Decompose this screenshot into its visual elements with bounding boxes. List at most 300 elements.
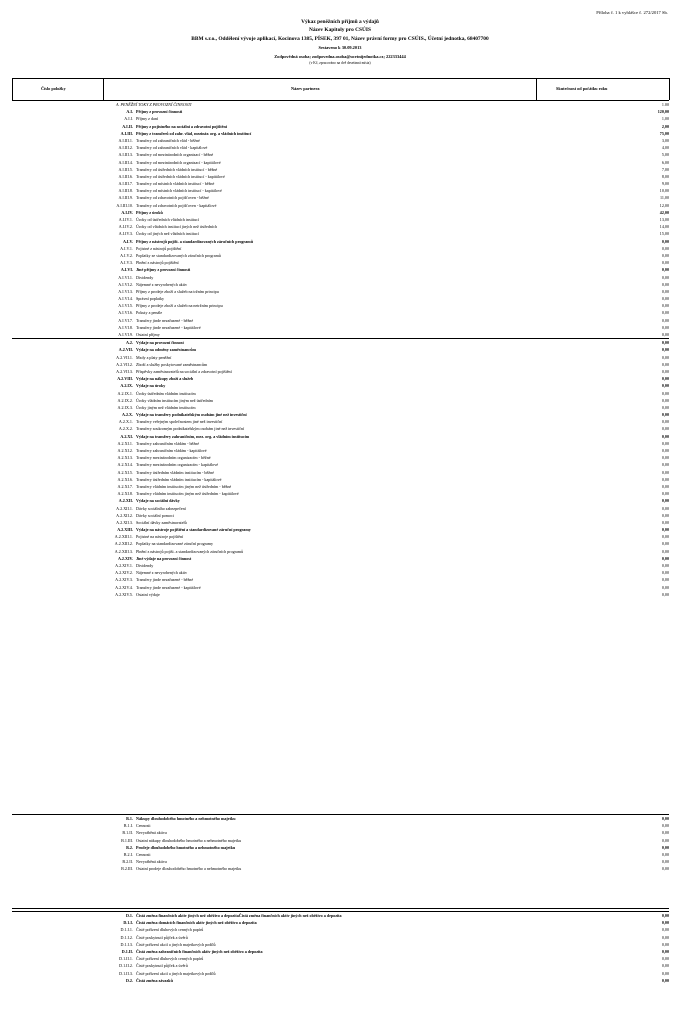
table-row [12, 519, 669, 526]
row-code: D.1.II. [121, 948, 133, 954]
row-value: 0,00 [661, 433, 669, 439]
row-value: 2,00 [661, 123, 669, 129]
row-name: Příjmy z nástrojů pojišt. a standardizovaných záručních programů [136, 238, 253, 244]
table-row [12, 505, 669, 512]
row-code: A.I.VI.4. [118, 296, 133, 302]
row-code: A.2.XII.2. [116, 512, 133, 518]
row-value: 5,00 [661, 152, 669, 158]
row-code: A.I.III.8. [118, 188, 133, 194]
row-name: Poplatky na standardizované záruční programy [136, 541, 214, 547]
row-name: Jiné příjmy z provozní činnosti [136, 267, 191, 273]
row-name: Příspěvky zaměstnavatelů na sociální a zdravotní pojištění [136, 368, 232, 374]
row-name: Příjmy z transferů od zahr. vlád, mezinár. org. a vládních institucí [136, 130, 252, 136]
row-name: Příjmy z úroků [136, 209, 163, 215]
row-name: Čisté poskytnutí půjček a úvěrů [136, 934, 188, 940]
row-value: 0,00 [661, 970, 669, 976]
table-row [12, 418, 669, 425]
row-name: Transfery ústředním vládním institucím - kapitálové [136, 476, 222, 482]
row-value: 0,00 [661, 941, 669, 947]
row-value: 14,00 [659, 224, 669, 230]
row-code: A.2.VII.3. [116, 368, 133, 374]
row-code: A.I.V. [122, 238, 133, 244]
table-row [12, 955, 669, 962]
table-row [12, 865, 669, 872]
row-value: 0,00 [661, 419, 669, 425]
row-code: A.I.III.5. [118, 166, 133, 172]
table-row [12, 390, 669, 397]
row-name: Úroky od vládních institucí jiných než ústředních [136, 224, 217, 230]
row-name: Čisté pořízení akcií a jiných majetkových podílů [136, 941, 216, 947]
table-row [12, 368, 669, 375]
row-name: Dávky sociálního zabezpečení [136, 505, 186, 511]
table-top-rule [12, 78, 669, 79]
row-name: Jiné výdaje na provozní činnost [136, 555, 192, 561]
table-header [12, 80, 669, 100]
table-row [12, 941, 669, 948]
operating-cash-flow-rows [12, 101, 669, 598]
report-date: Sestaveno k 30.09.2013 [318, 45, 362, 50]
row-code: A.I.I. [124, 116, 133, 122]
row-name: Příjmy z pojistného na sociální a zdravotní pojištění [136, 123, 227, 129]
row-code: D.1.II.1. [119, 956, 133, 962]
row-code: A.2.IX.3. [117, 404, 133, 410]
row-value: 0,00 [661, 310, 669, 316]
row-code: A.2.XIV.3. [115, 577, 133, 583]
row-value: 0,00 [661, 934, 669, 940]
row-name: Transfery od mezinárodních organizací - běžné [136, 152, 214, 158]
row-code: A.2.XIV.1. [115, 563, 133, 568]
table-row [12, 851, 669, 858]
row-name: Transfery veřejným společnostem jiné než investiční [136, 419, 223, 425]
row-name: Transfery vládním institucím jiným než ústředním - kapitálové [136, 491, 239, 497]
row-name: Prodeje dlouhodobého hmotného a nehmotného majetku [136, 844, 236, 850]
table-row [12, 970, 669, 977]
table-row [12, 497, 669, 504]
row-value: 0,00 [661, 859, 669, 865]
contact-line: Zodpovědná osoba; zodpovedna.osoba@ucetnijednotka.cz; 222333444 [274, 54, 406, 59]
row-code: A.I.V.3. [120, 260, 133, 266]
row-value: 0,00 [661, 303, 669, 309]
row-name: Mzdy a platy peněžní [136, 354, 172, 360]
row-code: A.I.III. [120, 130, 133, 136]
table-row [12, 173, 669, 180]
row-value: 0,00 [661, 368, 669, 374]
row-name: Čisté pořízení akcií a jiných majetkových podílů [136, 970, 216, 976]
row-value: 0,00 [661, 963, 669, 969]
row-value: 0,00 [661, 324, 669, 330]
row-code: A.2.XI.8. [117, 491, 133, 497]
row-value: 0,00 [661, 948, 669, 954]
table-row [12, 548, 669, 555]
long-term-assets-rows [12, 815, 669, 873]
table-row [12, 266, 669, 273]
table-row [12, 533, 669, 540]
row-value: 75,00 [659, 130, 669, 136]
row-name: Čisté pořízení dluhových cenných papírů [136, 927, 204, 933]
row-code: B.1. [126, 816, 133, 821]
row-code: D.1. [125, 913, 133, 918]
row-value: 0,00 [661, 956, 669, 962]
row-name: Zboží a služby poskytované zaměstnancům [136, 361, 208, 367]
row-value: 0,00 [661, 390, 669, 396]
row-name: Transfery od zdravotních pojišťoven - běžné [136, 195, 209, 201]
row-name: Ostatní prodeje dlouhodobého hmotného a nehmotného majetku [136, 866, 242, 872]
row-name: Cennosti [136, 851, 151, 857]
row-value: 0,00 [661, 555, 669, 561]
row-value: 3,00 [661, 137, 669, 143]
row-name: Plnění z nástrojů pojišt. a standardizovaných záručních programů [136, 548, 244, 554]
table-row [12, 216, 669, 223]
row-value: 0,00 [661, 823, 669, 829]
row-value: 4,00 [661, 145, 669, 151]
currency-note: (v Kč, zpracováno na dvě desetinná místa) [309, 61, 371, 65]
row-value: 0,00 [661, 512, 669, 518]
row-name: Nájemné z nevyrobených aktiv [136, 570, 188, 576]
attachment-note: Příloha č. 1 k vyhlášce č. 272/2017 Sb. [596, 10, 668, 15]
row-value: 0,00 [661, 541, 669, 547]
table-row [12, 858, 669, 865]
table-row [12, 584, 669, 591]
table-row [12, 194, 669, 201]
row-code: A.I.III.10. [116, 202, 133, 208]
row-code: A.I.II. [122, 123, 133, 129]
table-row [12, 180, 669, 187]
table-border-right [669, 78, 670, 100]
table-row [12, 302, 669, 309]
row-name: Úroky od ústředních vládních institucí [136, 217, 199, 222]
row-value: 0,00 [661, 927, 669, 933]
row-value: 0,00 [661, 866, 669, 872]
table-row [12, 115, 669, 122]
table-row [12, 288, 669, 295]
row-value: 0,00 [661, 426, 669, 432]
row-value: 0,00 [661, 505, 669, 511]
row-code: A.2.X.1. [118, 419, 133, 425]
row-value: 0,00 [661, 570, 669, 576]
table-row [12, 202, 669, 209]
row-name: Ostatní příjmy [136, 332, 160, 337]
row-name: Transfery od ústředních vládních institucí - kapitálové [136, 173, 225, 179]
table-row [12, 238, 669, 245]
row-value: 0,00 [661, 498, 669, 504]
row-name: Úroky jiným než vládním institucím [136, 404, 196, 410]
row-value: 120,00 [657, 109, 669, 115]
row-value: 12,00 [659, 202, 669, 208]
row-code: A.2.XII.3. [116, 519, 133, 525]
column-header-name: Název partnera [291, 86, 320, 91]
row-value: 0,00 [661, 476, 669, 482]
row-name: A. PENĚŽNÍ TOKY Z PROVOZNÍ ČINNOSTI [116, 102, 192, 107]
row-code: A.I.V.2. [120, 252, 133, 258]
row-name: Plnění z nástrojů pojištění [136, 260, 179, 266]
row-code: A.2. [125, 340, 133, 346]
table-row [12, 815, 669, 822]
table-row [12, 101, 669, 108]
row-code: D.1.I.3. [120, 941, 133, 947]
row-name: Ostatní nákupy dlouhodobého hmotného a nehmotného majetku [136, 837, 242, 843]
table-row [12, 512, 669, 519]
row-name: Čistá změna finančních aktiv jiných než oběživo a depozitaČistá změna finančních aktiv jiných než oběživo a depozita [136, 913, 342, 918]
row-code: D.2. [125, 977, 133, 983]
row-code: A.2.VIII. [117, 376, 133, 382]
row-name: Výdaje na nákupy zboží a služeb [136, 376, 194, 382]
table-row [12, 962, 669, 969]
table-row [12, 382, 669, 389]
row-value: 0,00 [661, 267, 669, 273]
row-code: A.I.VI.5. [118, 303, 133, 309]
row-code: A.2.XI.5. [117, 469, 133, 475]
row-value: 0,00 [661, 830, 669, 836]
table-row [12, 166, 669, 173]
row-name: Sociální dávky zaměstnavatelů [136, 519, 187, 525]
table-row [12, 354, 669, 361]
row-code: A.2.XIV. [117, 555, 133, 561]
row-value: 0,00 [661, 977, 669, 983]
row-code: B.1.II. [122, 830, 133, 836]
row-name: Cennosti [136, 823, 151, 829]
row-code: A.I.IV.2. [118, 224, 133, 230]
row-name: Výdaje na transfery zahraničním, mez. org. a vládním institucím [136, 433, 250, 439]
row-value: 0,00 [661, 404, 669, 410]
row-code: A.2.IX.2. [117, 397, 133, 403]
row-value: 0,00 [661, 455, 669, 461]
row-name: Čisté poskytnutí půjček a úvěrů [136, 963, 188, 969]
row-name: Nevyráběná aktiva [136, 830, 167, 836]
row-name: Poplatky ze standardizovaných záručních programů [136, 252, 221, 258]
row-name: Výdaje na odměny zaměstnancům [136, 347, 196, 353]
row-name: Transfery jinde nezařazené - kapitálové [136, 584, 201, 590]
row-value: 11,00 [659, 195, 669, 201]
table-row [12, 454, 669, 461]
row-code: A.I.VI.2. [118, 281, 133, 287]
row-code: B.2. [126, 844, 133, 850]
row-code: A.I.VI.1. [118, 274, 133, 280]
row-value: 0,00 [661, 245, 669, 251]
row-name: Transfery vládním institucím jiným než ústředním - běžné [136, 483, 232, 489]
table-row [12, 397, 669, 404]
row-value: 0,00 [661, 519, 669, 525]
row-name: Výdaje na nástroje pojištění a standardizované záruční programy [136, 527, 251, 533]
table-row [12, 591, 669, 598]
row-value: 0,00 [661, 851, 669, 857]
table-row [12, 375, 669, 382]
row-code: A.2.X. [121, 412, 133, 418]
table-row [12, 555, 669, 562]
row-code: A.2.VII. [118, 347, 133, 353]
row-code: D.1.I.1. [120, 927, 133, 933]
table-row [12, 230, 669, 237]
row-code: A.2.XII.1. [116, 505, 133, 511]
table-row [12, 274, 669, 281]
row-name: Transfery zahraničním vládám - běžné [136, 440, 200, 446]
row-code: A.2.XI.3. [117, 455, 133, 461]
chapter-name: Název Kapitoly pro CSÚIS [308, 27, 372, 33]
table-row [12, 433, 669, 440]
row-code: A.I.VI. [120, 267, 133, 273]
table-row [12, 187, 669, 194]
table-row [12, 130, 669, 137]
row-name: Pokuty a penále [136, 310, 163, 316]
table-row [12, 526, 669, 533]
row-code: A.2.XI.7. [117, 483, 133, 489]
table-row [12, 934, 669, 941]
row-value: 0,00 [661, 296, 669, 302]
row-value: 0,00 [661, 920, 669, 926]
row-value: 0,00 [661, 376, 669, 382]
table-row [12, 476, 669, 483]
row-code: A.2.XIV.4. [115, 584, 133, 590]
row-value: 0,00 [661, 483, 669, 489]
row-name: Transfery od místních vládních institucí - běžné [136, 181, 215, 187]
row-value: 0,00 [661, 397, 669, 403]
table-row [12, 837, 669, 844]
row-name: Správní poplatky [136, 296, 165, 302]
row-code: A.I.III.4. [118, 159, 133, 165]
table-row [12, 540, 669, 547]
row-value: 0,00 [661, 837, 669, 843]
row-name: Příjmy z provozní činnosti [136, 109, 183, 115]
row-code: B.1.I. [123, 823, 133, 829]
column-header-value: Skutečnost od počátku roku [556, 86, 608, 91]
row-code: A.I.IV.3. [118, 231, 133, 237]
row-name: Úroky vládním institucím jiným než ústředním [136, 397, 213, 403]
row-code: B.2.III. [121, 866, 133, 872]
row-name: Transfery jinde nezařazené - běžné [136, 577, 194, 583]
row-code: A.2.XIII.2. [114, 541, 133, 547]
row-name: Čistá změna zahraničních finančních aktiv jiných než oběživo a depozita [136, 948, 263, 954]
row-code: A.I.IV. [121, 209, 133, 215]
row-value: 0,00 [661, 534, 669, 540]
row-name: Transfery mezinárodním organizacím - kapitálové [136, 462, 219, 468]
row-value: 0,00 [661, 844, 669, 850]
table-row [12, 245, 669, 252]
row-name: Transfery od zdravotních pojišťoven - kapitálové [136, 202, 217, 208]
row-code: A.2.XI.2. [117, 448, 133, 453]
row-code: B.1.III. [121, 837, 133, 843]
row-code: A.2.XIII.3. [114, 548, 133, 554]
row-value: 0,00 [661, 238, 669, 244]
table-row [12, 490, 669, 497]
row-code: D.1.II.3. [119, 970, 133, 976]
row-value: 0,00 [661, 383, 669, 389]
row-name: Úroky ústředním vládním institucím [136, 390, 196, 396]
table-row [12, 461, 669, 468]
table-row [12, 252, 669, 259]
row-name: Úroky od jiných než vládních institucí [136, 231, 199, 237]
row-value: 0,00 [661, 347, 669, 353]
row-code: A.I.III.3. [118, 152, 133, 158]
table-row [12, 123, 669, 130]
row-name: Příjmy z prodeje zboží a služeb na tržním principu [136, 288, 219, 294]
row-code: A.2.XIII. [117, 527, 133, 533]
row-code: A.I.VI.8. [118, 324, 133, 330]
row-code: A.2.IX.1. [117, 390, 133, 396]
row-value: 1.00 [661, 102, 669, 107]
table-row [12, 447, 669, 454]
row-name: Transfery od ústředních vládních institucí - běžné [136, 166, 218, 172]
row-name: Nevyráběná aktiva [136, 859, 167, 865]
row-code: A.I.III.7. [118, 181, 133, 187]
row-value: 0,00 [661, 462, 669, 468]
row-value: 0,00 [661, 252, 669, 258]
table-row [12, 569, 669, 576]
row-code: A.2.XIV.2. [115, 570, 133, 576]
row-name: Dividendy [136, 563, 154, 568]
row-code: A.I.III.9. [118, 195, 133, 201]
table-row [12, 317, 669, 324]
row-code: A.2.XIV.5. [115, 591, 133, 597]
row-name: Výdaje na transfery podnikatelským osobám jiné než investiční [136, 412, 247, 418]
row-name: Transfery jinde nezařazené - běžné [136, 317, 194, 323]
row-code: D.1.I. [123, 920, 133, 926]
row-code: A.I.III.1. [118, 137, 133, 143]
row-value: 42,00 [659, 209, 669, 215]
table-row [12, 295, 669, 302]
financial-assets-rows [12, 912, 669, 984]
row-name: Nájemné z nevyrobených aktiv [136, 281, 188, 287]
row-name: Nákupy dlouhodobého hmotného a nehmotného majetku [136, 816, 236, 821]
table-row [12, 144, 669, 151]
row-value: 0,00 [661, 548, 669, 554]
row-name: Výdaje na provozní činnost [136, 340, 184, 346]
row-value: 0,00 [661, 274, 669, 280]
row-code: A.2.XII. [118, 498, 133, 504]
table-row [12, 209, 669, 216]
row-value: 0,00 [661, 281, 669, 287]
row-value: 0,00 [661, 577, 669, 583]
table-row [12, 948, 669, 955]
table-row [12, 159, 669, 166]
row-code: A.I.III.6. [118, 173, 133, 179]
row-name: Dávky sociální pomoci [136, 512, 174, 518]
row-code: A.I. [126, 109, 133, 115]
row-code: B.2.I. [123, 851, 133, 857]
row-value: 0,00 [661, 361, 669, 367]
row-value: 9,00 [661, 181, 669, 187]
row-code: D.1.II.2. [119, 963, 133, 969]
row-code: A.I.V.1. [120, 245, 133, 251]
row-name: Čistá změna domácích finančních aktiv jiných než oběživo a depozita [136, 920, 257, 926]
row-value: 0,00 [661, 816, 669, 821]
row-value: 10,00 [659, 188, 669, 194]
row-value: 0,00 [661, 563, 669, 568]
row-value: 0,00 [661, 440, 669, 446]
row-code: A.2.X.2. [118, 426, 133, 432]
row-code: A.2.XI.6. [117, 476, 133, 482]
row-code: D.1.I.2. [120, 934, 133, 940]
row-value: 0,00 [661, 340, 669, 346]
row-name: Transfery od mezinárodních organizací - kapitálové [136, 159, 221, 165]
row-value: 0,00 [661, 527, 669, 533]
row-value: 0,00 [661, 469, 669, 475]
table-row [12, 822, 669, 829]
row-value: 0,00 [661, 412, 669, 418]
table-row [12, 151, 669, 158]
row-name: Pojistné na nástroje pojištění [136, 534, 184, 540]
row-value: 0,00 [661, 913, 669, 918]
row-value: 8,00 [661, 173, 669, 179]
row-name: Ostatní výdaje [136, 591, 160, 597]
table-row [12, 281, 669, 288]
table-row [12, 346, 669, 353]
row-code: A.I.VI.7. [118, 317, 133, 323]
organization-line: BBM s.r.o., Oddělení vývoje aplikací, Kocinova 1385, PÍSEK, 397 01, Název právní formy pro CSÚIS., Účetní jednotka, 68407700 [191, 36, 489, 42]
row-code: A.I.VI.6. [118, 310, 133, 316]
row-name: Dividendy [136, 274, 154, 280]
row-name: Čistá změna závazků [136, 977, 173, 983]
table-row [12, 425, 669, 432]
column-header-code: Číslo položky [41, 86, 66, 91]
